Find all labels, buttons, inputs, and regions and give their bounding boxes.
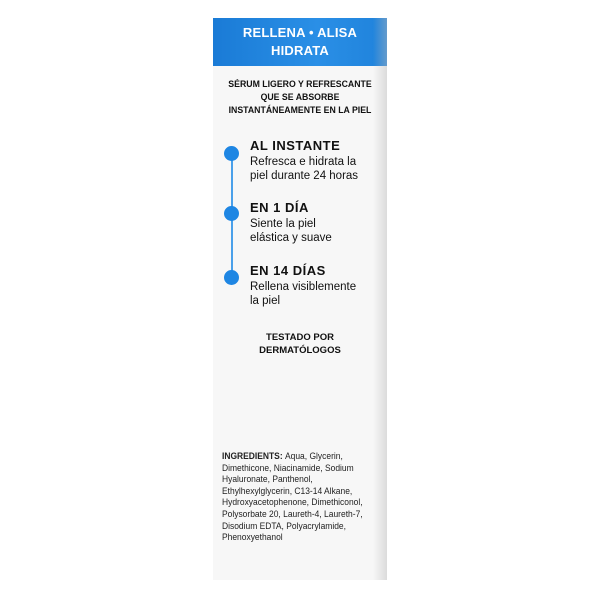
timeline-dot-3 xyxy=(224,270,239,285)
step-title: AL INSTANTE xyxy=(250,138,341,153)
step-description-line: Siente la piel xyxy=(250,218,316,230)
package-side-panel xyxy=(213,18,387,580)
step-description xyxy=(250,155,382,183)
intro-line-2: QUE SE ABSORBE xyxy=(260,92,340,103)
step-description xyxy=(250,217,382,245)
step-instant xyxy=(250,138,382,183)
ingredients-label: INGREDIENTS: xyxy=(222,451,285,461)
ingredients-text: Aqua, Glycerin, Dimethicone, Niacinamide, Sodium Hyaluronate, Panthenol, Ethylhexylglycerin, C13-14 Alkane, Hydroxyacetophenone, Dimethiconol, Polysorbate 20, Laureth-4, Laureth-7, Disodium EDTA, Polyacrylamide, Phenoxyethanol xyxy=(222,451,363,543)
step-description-line: Refresca e hidrata la xyxy=(250,156,357,168)
step-description-line: Rellena visiblemente xyxy=(250,281,357,293)
step-description xyxy=(250,280,382,308)
header-band xyxy=(213,18,387,66)
step-description-line: elástica y suave xyxy=(250,232,332,244)
intro-text xyxy=(220,78,380,117)
header-line-2: HIDRATA xyxy=(271,43,329,58)
step-14-days xyxy=(250,263,382,308)
side-shade xyxy=(373,18,387,580)
intro-line-1: SÉRUM LIGERO Y REFRESCANTE xyxy=(228,79,372,90)
timeline-dot-2 xyxy=(224,206,239,221)
step-title: EN 14 DÍAS xyxy=(250,263,326,278)
step-title: EN 1 DÍA xyxy=(250,200,309,215)
ingredients-list xyxy=(222,451,372,544)
intro-line-3: INSTANTÁNEAMENTE EN LA PIEL xyxy=(228,105,372,116)
step-description-line: piel durante 24 horas xyxy=(250,170,359,182)
tested-line-2: DERMATÓLOGOS xyxy=(259,345,341,356)
timeline-dot-1 xyxy=(224,146,239,161)
step-1-day xyxy=(250,200,382,245)
step-description-line: la piel xyxy=(250,295,281,307)
dermatologist-tested-claim xyxy=(213,331,387,357)
tested-line-1: TESTADO POR xyxy=(266,332,334,343)
header-line-1: RELLENA • ALISA xyxy=(242,25,358,40)
